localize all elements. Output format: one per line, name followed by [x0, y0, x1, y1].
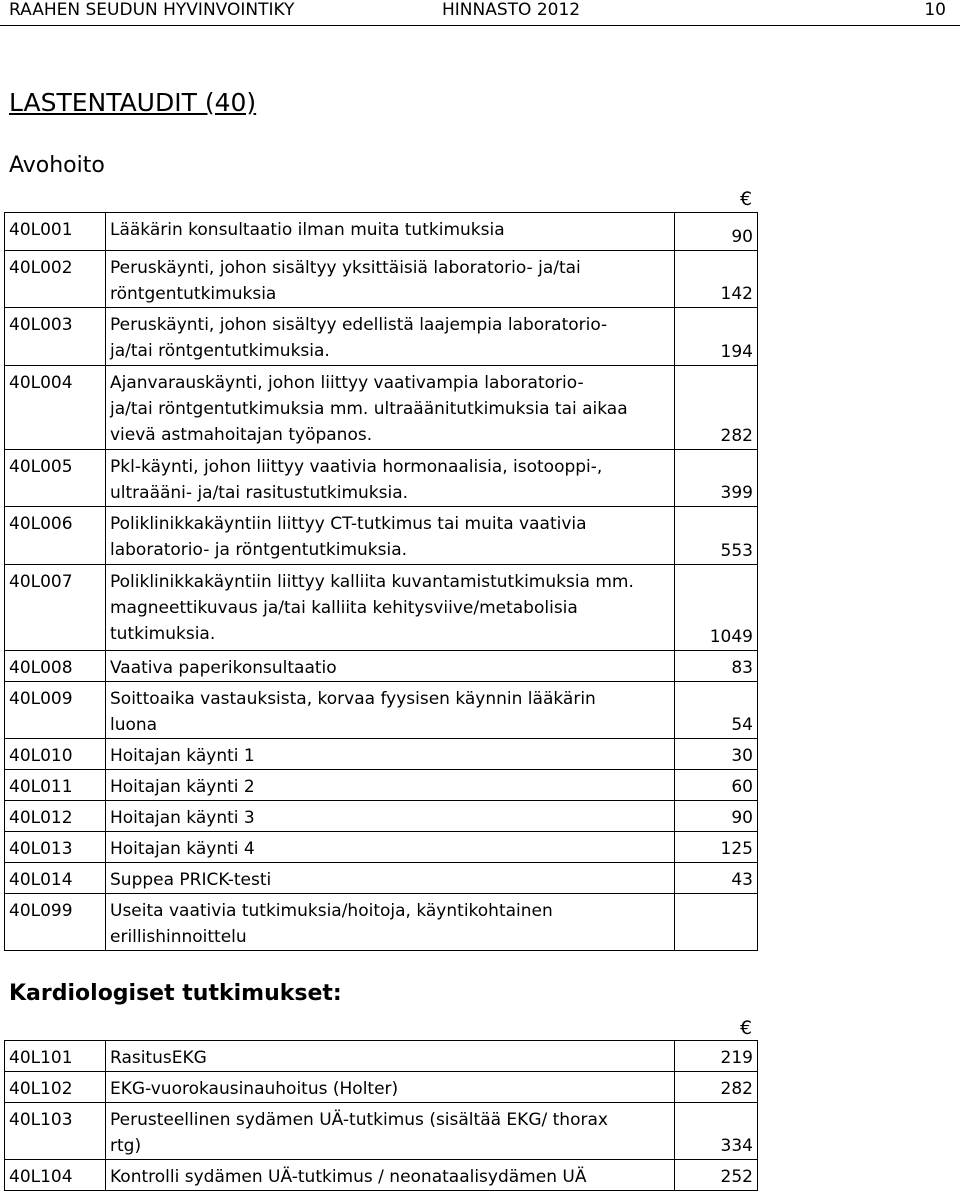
row-code: 40L006 — [5, 507, 106, 565]
table-row — [5, 213, 758, 251]
row-price: 282 — [675, 366, 758, 450]
row-price: 83 — [675, 651, 758, 682]
table-row — [5, 801, 758, 832]
currency-label: € — [740, 1017, 753, 1039]
row-description: EKG-vuorokausinauhoitus (Holter) — [106, 1072, 675, 1103]
row-code: 40L012 — [5, 801, 106, 832]
row-description: Hoitajan käynti 4 — [106, 832, 675, 863]
row-code: 40L001 — [5, 213, 106, 251]
row-price: 142 — [675, 251, 758, 308]
row-price: 30 — [675, 739, 758, 770]
row-code: 40L014 — [5, 863, 106, 894]
row-price: 219 — [675, 1041, 758, 1072]
row-description: Pkl-käynti, johon liittyy vaativia hormonaalisia, isotooppi-, ultraääni- ja/tai rasitustutkimuksia. — [106, 450, 675, 507]
row-code: 40L010 — [5, 739, 106, 770]
row-description: Hoitajan käynti 2 — [106, 770, 675, 801]
price-table-avohoito — [4, 212, 758, 951]
row-price: 125 — [675, 832, 758, 863]
row-price: 252 — [675, 1160, 758, 1191]
table-row — [5, 1041, 758, 1072]
row-description: Hoitajan käynti 1 — [106, 739, 675, 770]
row-price: 194 — [675, 308, 758, 366]
page-header — [0, 0, 960, 24]
row-code: 40L005 — [5, 450, 106, 507]
table-row — [5, 366, 758, 450]
row-price: 43 — [675, 863, 758, 894]
table-row — [5, 894, 758, 951]
table-row — [5, 770, 758, 801]
row-price — [675, 894, 758, 951]
row-price: 553 — [675, 507, 758, 565]
row-price: 1049 — [675, 565, 758, 651]
row-price: 60 — [675, 770, 758, 801]
row-code: 40L011 — [5, 770, 106, 801]
row-description: Peruskäynti, johon sisältyy edellistä laajempia laboratorio- ja/tai röntgentutkimuksia. — [106, 308, 675, 366]
row-code: 40L004 — [5, 366, 106, 450]
row-description: Vaativa paperikonsultaatio — [106, 651, 675, 682]
row-price: 282 — [675, 1072, 758, 1103]
table-row — [5, 863, 758, 894]
row-code: 40L008 — [5, 651, 106, 682]
row-description: Soittoaika vastauksista, korvaa fyysisen käynnin lääkärin luona — [106, 682, 675, 739]
row-price: 90 — [675, 801, 758, 832]
table-row — [5, 651, 758, 682]
row-description: Perusteellinen sydämen UÄ-tutkimus (sisältää EKG/ thorax rtg) — [106, 1103, 675, 1160]
table-row — [5, 450, 758, 507]
table-row — [5, 507, 758, 565]
header-divider — [0, 25, 960, 26]
row-description: Suppea PRICK-testi — [106, 863, 675, 894]
row-code: 40L102 — [5, 1072, 106, 1103]
table-row — [5, 1103, 758, 1160]
row-description: Useita vaativia tutkimuksia/hoitoja, käyntikohtainen erillishinnoittelu — [106, 894, 675, 951]
row-price: 54 — [675, 682, 758, 739]
row-description: Lääkärin konsultaatio ilman muita tutkimuksia — [106, 213, 675, 251]
row-code: 40L013 — [5, 832, 106, 863]
table-row — [5, 565, 758, 651]
row-description: Kontrolli sydämen UÄ-tutkimus / neonataalisydämen UÄ — [106, 1160, 675, 1191]
row-code: 40L002 — [5, 251, 106, 308]
table-row — [5, 1160, 758, 1191]
table-row — [5, 832, 758, 863]
row-description: RasitusEKG — [106, 1041, 675, 1072]
row-code: 40L007 — [5, 565, 106, 651]
row-code: 40L103 — [5, 1103, 106, 1160]
row-description: Ajanvarauskäynti, johon liittyy vaativampia laboratorio- ja/tai röntgentutkimuksia mm. ultraäänitutkimuksia tai aikaa vievä astmahoitajan työpanos. — [106, 366, 675, 450]
table-row — [5, 682, 758, 739]
currency-label: € — [740, 188, 753, 210]
table-row — [5, 251, 758, 308]
row-description: Peruskäynti, johon sisältyy yksittäisiä laboratorio- ja/tai röntgentutkimuksia — [106, 251, 675, 308]
section-title-kardiologiset: Kardiologiset tutkimukset: — [9, 981, 342, 1006]
page-number: 10 — [924, 0, 946, 20]
row-description: Poliklinikkakäyntiin liittyy CT-tutkimus tai muita vaativia laboratorio- ja röntgentutkimuksia. — [106, 507, 675, 565]
row-code: 40L099 — [5, 894, 106, 951]
table-row — [5, 308, 758, 366]
document-title: HINNASTO 2012 — [442, 0, 581, 20]
table-row — [5, 1072, 758, 1103]
row-description: Hoitajan käynti 3 — [106, 801, 675, 832]
row-code: 40L003 — [5, 308, 106, 366]
org-name: RAAHEN SEUDUN HYVINVOINTIKY — [9, 0, 295, 20]
row-price: 90 — [675, 213, 758, 251]
row-price: 334 — [675, 1103, 758, 1160]
page-title: LASTENTAUDIT (40) — [9, 88, 257, 117]
row-description: Poliklinikkakäyntiin liittyy kalliita kuvantamistutkimuksia mm. magneettikuvaus ja/tai kalliita kehitysviive/metabolisia tutkimuksia. — [106, 565, 675, 651]
table-row — [5, 739, 758, 770]
section-title-avohoito: Avohoito — [9, 153, 105, 178]
row-code: 40L101 — [5, 1041, 106, 1072]
row-code: 40L009 — [5, 682, 106, 739]
row-price: 399 — [675, 450, 758, 507]
price-table-kardiologiset — [4, 1040, 758, 1191]
row-code: 40L104 — [5, 1160, 106, 1191]
